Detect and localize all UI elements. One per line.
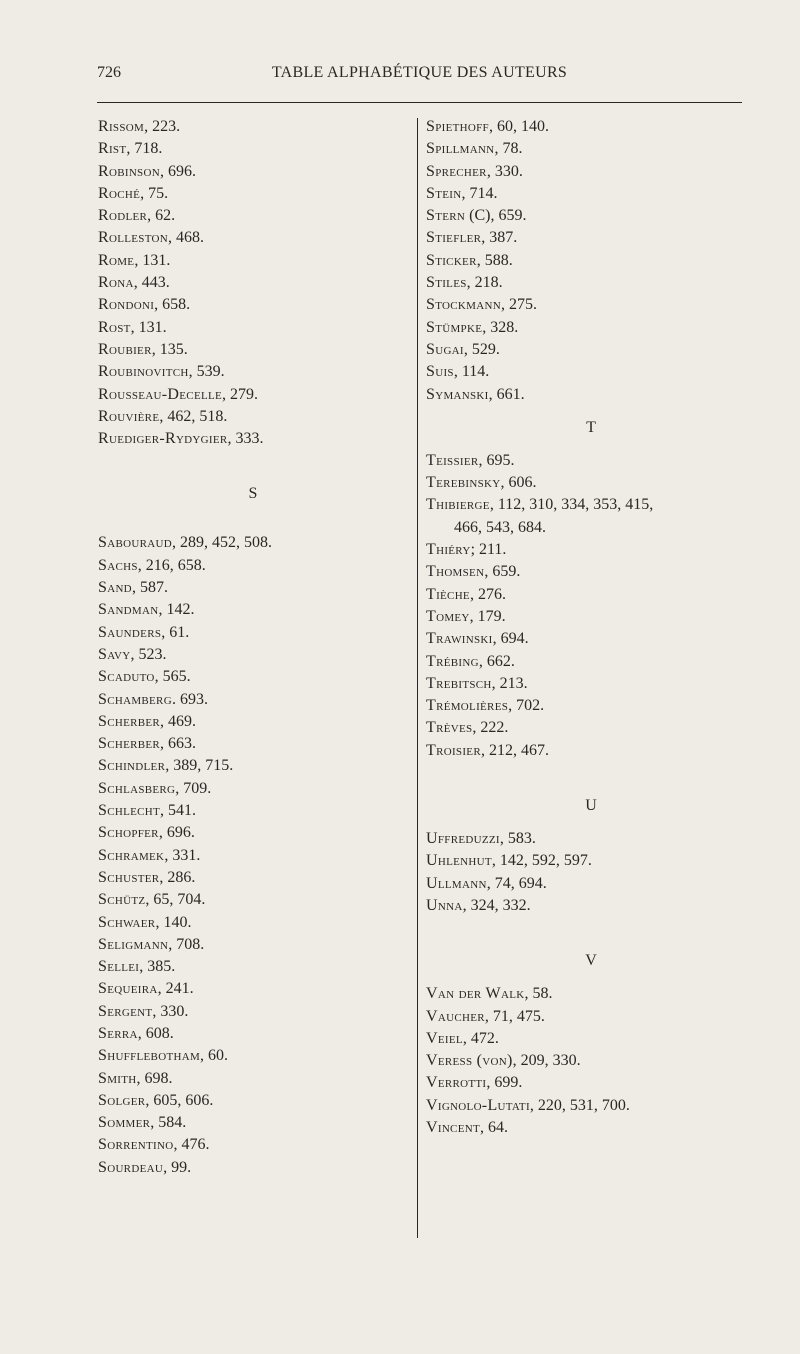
author-name: Scherber [98,712,161,730]
index-entry [426,695,756,717]
author-name: Sandman [98,601,159,619]
author-name: Trebitsch [426,674,492,692]
author-name: Schindler [98,757,166,775]
index-entry [98,711,408,733]
page-refs: , 714. [461,184,498,202]
page-refs: , 699. [486,1074,523,1092]
author-name: Stein [426,184,462,202]
author-name: Scaduto [98,668,155,686]
page-refs: , 387. [481,229,518,247]
index-entry [426,294,756,316]
page-refs: , 71, 475. [484,1007,545,1025]
index-entry [426,561,756,583]
page-refs: . 693. [171,690,208,708]
index-entry [98,1068,408,1090]
page-refs: , 142, 592, 597. [491,852,592,870]
author-name: Spiethoff [426,118,489,135]
author-name: Shufflebotham [98,1047,201,1065]
index-entry [98,978,408,1000]
author-name: Serra [98,1024,138,1042]
index-entry [426,361,756,383]
page-refs: , 389, 715. [165,757,234,775]
author-name: Veress (von) [426,1052,513,1070]
page-refs: (C), 659. [465,207,527,225]
page-refs: , 279. [222,385,259,403]
index-entry [426,850,756,872]
index-entry [98,205,408,227]
author-name: Veiel [426,1029,463,1047]
page-refs: , 131. [130,318,167,336]
author-name: Unna [426,896,463,914]
author-name: Thomsen [426,563,485,581]
author-name: Trébing [426,652,479,670]
page-refs: , 695. [478,451,515,469]
page-refs: , 476. [173,1136,210,1154]
author-name: Sequeira [98,980,158,998]
author-name: Troisier [426,741,481,759]
page-refs: , 565. [154,668,191,686]
section-letter-v: V [585,952,597,970]
page-refs: , 584. [150,1114,187,1132]
author-name: Schramek [98,846,165,864]
page-refs: , 608. [137,1024,174,1042]
page-refs: , 702. [508,697,545,715]
author-name: Sprecher [426,162,487,180]
index-entry [98,1090,408,1112]
index-entry [426,517,756,539]
index-entry [98,317,408,339]
author-name: Rouvière [98,407,160,425]
index-entry [98,1023,408,1045]
left-column [98,116,408,1179]
page-refs: , 529. [463,340,500,358]
index-entry [426,494,756,516]
author-name: Robinson [98,162,160,180]
page-refs: , 443. [133,274,170,292]
page-refs: , 661. [488,385,525,403]
page-refs: , 60. [200,1047,229,1065]
page-refs: , 662. [478,652,515,670]
index-entry [98,889,408,911]
index-entry [98,339,408,361]
index-entry [98,532,408,554]
index-entry [98,250,408,272]
page-refs: , 523. [130,645,167,663]
author-name: Solger [98,1091,146,1109]
author-name: Rona [98,274,134,292]
index-entry [98,138,408,160]
page-refs: , 331. [164,846,201,864]
page-refs: , 78. [494,140,523,158]
author-name: Schlecht [98,802,161,820]
index-entry [426,227,756,249]
author-name: Schlasberg [98,779,176,797]
page-refs: , 324, 332. [462,896,531,914]
page-number: 726 [97,64,121,81]
index-entry [426,1095,756,1117]
running-title: TABLE ALPHABÉTIQUE DES AUTEURS [271,64,568,81]
section-letter-u: U [585,797,597,815]
index-entry [426,895,756,917]
author-name: Rissom [98,118,145,135]
index-entry [98,845,408,867]
page-refs: , 209, 330. [512,1052,581,1070]
page-refs: , 286. [159,868,196,886]
index-entry [426,539,756,561]
author-name: Rost [98,318,131,336]
page-refs: , 114. [453,363,490,381]
index-entry [426,740,756,762]
author-name: Sugai [426,340,464,358]
index-entry [426,450,756,472]
page-refs: , 385. [139,958,176,976]
page-refs: , 58. [524,985,553,1003]
page-refs: , 539. [188,363,225,381]
author-name: Vignolo-Lutati [426,1096,530,1114]
author-name: Scherber [98,735,161,753]
author-name: Roubier [98,340,152,358]
author-name: Van der Walk [426,985,525,1003]
author-name: Stern [426,207,466,225]
author-name: Stockmann [426,296,501,314]
index-entry [98,822,408,844]
author-name: Sourdeau [98,1158,164,1176]
index-entry [98,1134,408,1156]
index-entry [426,339,756,361]
index-entry [98,384,408,406]
page-refs: , 659. [484,563,521,581]
index-entry [426,317,756,339]
page-refs: , 222. [472,719,509,737]
index-entry [98,689,408,711]
index-entry [98,361,408,383]
page-refs: , 658. [154,296,191,314]
author-name: Teissier [426,451,479,469]
section-letter-s: S [248,485,258,503]
author-name: Rolleston [98,229,168,247]
section-letter-t: T [586,418,596,436]
page-refs: , 212, 467. [480,741,549,759]
index-entry [426,472,756,494]
author-name: Suis [426,363,454,381]
author-name: Saunders [98,623,162,641]
page-refs: , 62. [147,207,176,225]
index-entry [98,1001,408,1023]
author-name: Terebinsky [426,474,501,492]
author-name: Schütz [98,891,146,909]
header-rule [97,102,742,103]
page-refs: ; 211. [470,541,507,559]
index-entry [98,644,408,666]
page-refs: , 708. [168,935,205,953]
u-entries [426,828,756,917]
index-entry [426,983,756,1005]
index-entry [426,717,756,739]
page-refs: , 330. [486,162,523,180]
page-refs: , 587. [131,579,168,597]
author-name: Trémolières [426,697,509,715]
page-refs: , 61. [161,623,190,641]
page-refs: , 64. [479,1118,508,1136]
index-entry [426,1117,756,1139]
author-name: Schamberg [98,690,172,708]
v-entries [426,983,756,1139]
page-refs: , 140. [155,913,192,931]
author-name: Trawinski [426,630,493,648]
page-refs: , 698. [136,1069,173,1087]
author-name: Stiles [426,274,467,292]
page-refs: , 694. [492,630,529,648]
page-refs: , 75. [140,184,169,202]
index-entry [98,116,408,138]
index-entry [426,1028,756,1050]
index-entry [98,161,408,183]
page-refs: , 472. [462,1029,499,1047]
page-header [97,64,742,88]
index-entry [426,651,756,673]
index-entry [98,666,408,688]
author-name: Uhlenhut [426,852,492,870]
index-entry [426,384,756,406]
page-refs: , 65, 704. [145,891,206,909]
author-name: Sticker [426,251,477,269]
index-entry [426,606,756,628]
author-name: Rousseau-Decelle [98,385,223,403]
author-name: Roubinovitch [98,363,189,381]
author-name: Sorrentino [98,1136,174,1154]
index-entry [426,628,756,650]
page-refs: , 718. [126,140,163,158]
page-refs: , 462, 518. [159,407,228,425]
author-name: Vaucher [426,1007,485,1025]
page-refs: , 328. [482,318,519,336]
page-refs: , 220, 531, 700. [529,1096,630,1114]
author-name: Savy [98,645,131,663]
index-entry [98,733,408,755]
index-entry [98,183,408,205]
index-entry [426,183,756,205]
author-name: Ullmann [426,874,487,892]
page-refs: , 696. [158,824,195,842]
author-name: Rome [98,251,135,269]
index-entry [426,1050,756,1072]
author-name: Sabouraud [98,534,172,552]
s-entries-left [98,532,408,1179]
index-entry [98,956,408,978]
author-name: Sand [98,579,132,597]
page-refs: , 241. [157,980,194,998]
page-refs: , 112, 310, 334, 353, 415, [489,496,654,514]
page-refs: , 605, 606. [145,1091,214,1109]
index-entry [98,912,408,934]
author-name: Thibierge [426,496,490,514]
index-entry [98,555,408,577]
author-name: Schopfer [98,824,159,842]
page-refs: , 469. [160,712,197,730]
index-entry [426,116,756,138]
author-name: Trèves [426,719,473,737]
index-entry [98,1157,408,1179]
page-refs: , 696. [159,162,196,180]
page-refs: , 275. [500,296,537,314]
index-entry [426,828,756,850]
page-refs: , 468. [168,229,204,247]
author-name: Sachs [98,556,138,574]
index-entry [98,867,408,889]
author-name: Tièche [426,585,470,603]
r-entries [98,116,408,450]
author-name: Uffreduzzi [426,830,500,848]
author-name: Ruediger-Rydygier [98,430,228,448]
page-refs: , 131. [134,251,171,269]
author-name: Spillmann [426,140,495,158]
page-refs: , 74, 694. [486,874,547,892]
page-refs: , 588. [476,251,513,269]
index-entry [98,272,408,294]
index-entry [426,272,756,294]
index-entry [426,250,756,272]
author-name: Thiéry [426,541,471,559]
author-name: Sellei [98,958,140,976]
author-name: Verrotti [426,1074,487,1092]
page-refs: 466, 543, 684. [454,518,546,536]
author-name: Stiefler [426,229,482,247]
page-refs: , 218. [466,274,503,292]
author-name: Vincent [426,1118,480,1136]
index-entry [98,934,408,956]
column-divider [417,118,418,1238]
page-refs: , 606. [500,474,537,492]
page-refs: , 289, 452, 508. [171,534,272,552]
page-refs: , 333. [227,430,264,448]
author-name: Smith [98,1069,137,1087]
page-refs: , 709. [175,779,212,797]
index-entry [426,584,756,606]
author-name: Schwaer [98,913,156,931]
author-name: Symanski [426,385,489,403]
index-entry [98,778,408,800]
index-entry [426,138,756,160]
page-refs: , 276. [469,585,506,603]
page-refs: , 179. [469,607,506,625]
page-refs: , 135. [151,340,188,358]
index-entry [426,205,756,227]
author-name: Sommer [98,1114,151,1132]
index-entry [98,406,408,428]
index-entry [426,873,756,895]
page-refs: , 223. [144,118,181,135]
author-name: Rist [98,140,127,158]
page-refs: , 330. [152,1002,189,1020]
index-entry [98,622,408,644]
index-entry [426,1072,756,1094]
page-refs: , 663. [160,735,197,753]
index-entry [98,599,408,621]
page-refs: , 583. [499,830,536,848]
index-entry [426,673,756,695]
index-entry [98,428,408,450]
author-name: Rodler [98,207,148,225]
index-entry [98,227,408,249]
page-refs: , 541. [160,802,197,820]
page-refs: , 216, 658. [137,556,206,574]
index-entry [98,755,408,777]
page-refs: , 60, 140. [488,118,549,135]
page-refs: , 142. [158,601,195,619]
author-name: Seligmann [98,935,169,953]
index-entry [98,1045,408,1067]
index-entry [426,161,756,183]
s-entries-right [426,116,756,406]
page-refs: , 213. [491,674,528,692]
right-column [426,116,756,1139]
t-entries [426,450,756,762]
author-name: Roché [98,184,141,202]
author-name: Tomey [426,607,470,625]
index-entry [98,1112,408,1134]
index-entry [98,294,408,316]
page-refs: , 99. [163,1158,192,1176]
author-name: Rondoni [98,296,155,314]
index-entry [98,800,408,822]
author-name: Stümpke [426,318,483,336]
author-name: Schuster [98,868,160,886]
author-name: Sergent [98,1002,153,1020]
index-entry [98,577,408,599]
index-entry [426,1006,756,1028]
